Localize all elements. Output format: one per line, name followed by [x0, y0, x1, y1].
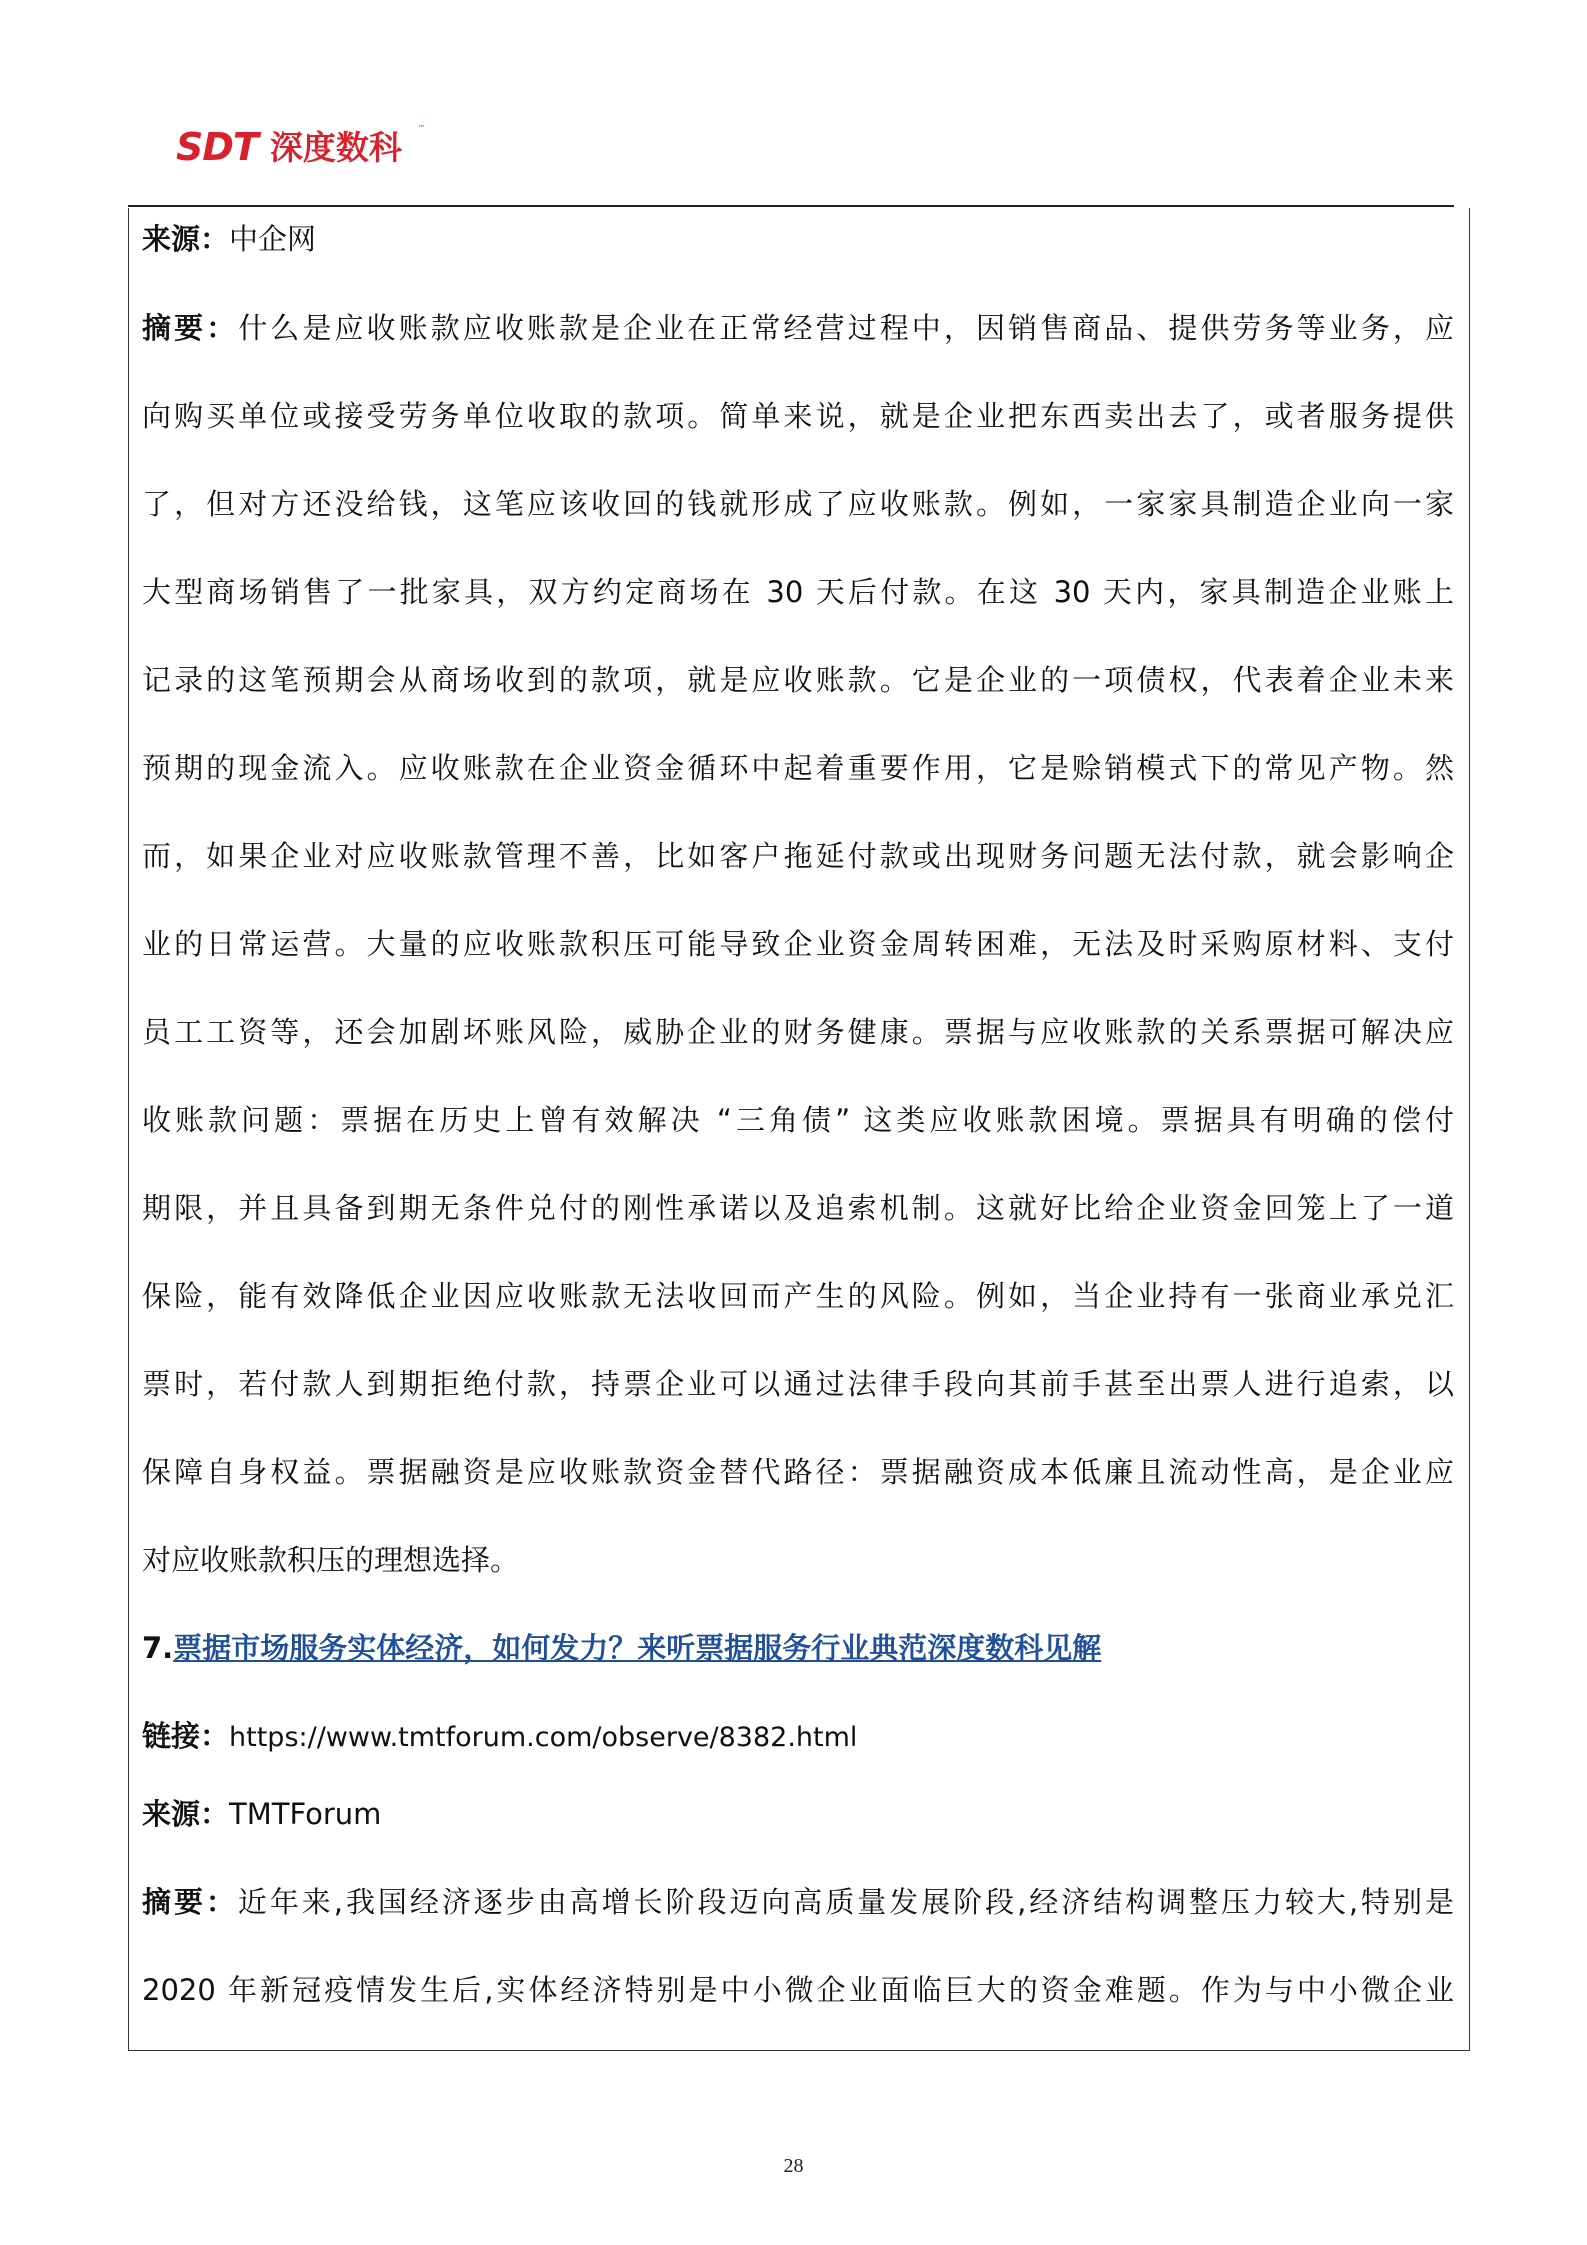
summary-line: 对应收账款积压的理想选择。 — [142, 1543, 520, 1577]
summary-line: 2020 年新冠疫情发生后,实体经济特别是中小微企业面临巨大的资金难题。作为与中小微企业 — [142, 1973, 1454, 2007]
summary-label: 摘要： — [142, 311, 239, 345]
summary-line: 预期的现金流入。应收账款在企业资金循环中起着重要作用，它是赊销模式下的常见产物。然 — [142, 751, 1454, 785]
logo-text: 深度数科 — [269, 127, 402, 167]
summary-line: 业的日常运营。大量的应收账款积压可能导致企业资金周转困难，无法及时采购原材料、支付 — [142, 927, 1454, 961]
summary-line: 了，但对方还没给钱，这笔应该收回的钱就形成了应收账款。例如，一家家具制造企业向一家 — [142, 487, 1454, 521]
summary-line: 收账款问题：票据在历史上曾有效解决 “三角债” 这类应收账款困境。票据具有明确的偿付 — [142, 1103, 1454, 1137]
summary-line: 记录的这笔预期会从商场收到的款项，就是应收账款。它是企业的一项债权，代表着企业未来 — [142, 663, 1454, 697]
header-rule — [128, 205, 1454, 207]
summary-line: 保障自身权益。票据融资是应收账款资金替代路径：票据融资成本低廉且流动性高，是企业应 — [142, 1455, 1454, 1489]
sdt-logo — [176, 124, 425, 169]
link-url[interactable]: https://www.tmtforum.com/observe/8382.html — [229, 1722, 858, 1753]
link-line — [142, 1714, 1454, 1760]
summary-line: 摘要：什么是应收账款应收账款是企业在正常经营过程中，因销售商品、提供劳务等业务，应 — [142, 311, 1454, 345]
summary-line: 摘要：近年来,我国经济逐步由高增长阶段迈向高质量发展阶段,经济结构调整压力较大,特别是 — [142, 1885, 1454, 1919]
source-line — [142, 1792, 1454, 1836]
summary-label: 摘要： — [142, 1885, 238, 1919]
summary-line: 大型商场销售了一批家具，双方约定商场在 30 天后付款。在这 30 天内，家具制造企业账上 — [142, 575, 1454, 609]
summary-line: 员工工资等，还会加剧坏账风险，威胁企业的财务健康。票据与应收账款的关系票据可解决应 — [142, 1015, 1454, 1049]
article-title-link[interactable]: 票据市场服务实体经济，如何发力？来听票据服务行业典范深度数科见解 — [173, 1631, 1102, 1665]
source-label: 来源： — [142, 1797, 230, 1831]
article-number: 7. — [142, 1631, 174, 1665]
logo-trademark: ™ — [418, 124, 425, 132]
source-line — [142, 217, 1454, 261]
source-value: TMTForum — [229, 1797, 382, 1831]
summary-line: 保险，能有效降低企业因应收账款无法收回而产生的风险。例如，当企业持有一张商业承兑汇 — [142, 1279, 1454, 1313]
summary-line: 而，如果企业对应收账款管理不善，比如客户拖延付款或出现财务问题无法付款，就会影响企 — [142, 839, 1454, 873]
source-label: 来源： — [142, 222, 230, 256]
link-label: 链接： — [142, 1719, 230, 1753]
logo-mark: SDT — [176, 125, 258, 169]
summary-line: 期限，并且具备到期无条件兑付的刚性承诺以及追索机制。这就好比给企业资金回笼上了一道 — [142, 1191, 1454, 1225]
article-title-line — [142, 1626, 1454, 1670]
source-value: 中企网 — [229, 222, 317, 256]
summary-line: 向购买单位或接受劳务单位收取的款项。简单来说，就是企业把东西卖出去了，或者服务提供 — [142, 399, 1454, 433]
page-number: 28 — [783, 2155, 804, 2177]
summary-line: 票时，若付款人到期拒绝付款，持票企业可以通过法律手段向其前手甚至出票人进行追索，以 — [142, 1367, 1454, 1401]
